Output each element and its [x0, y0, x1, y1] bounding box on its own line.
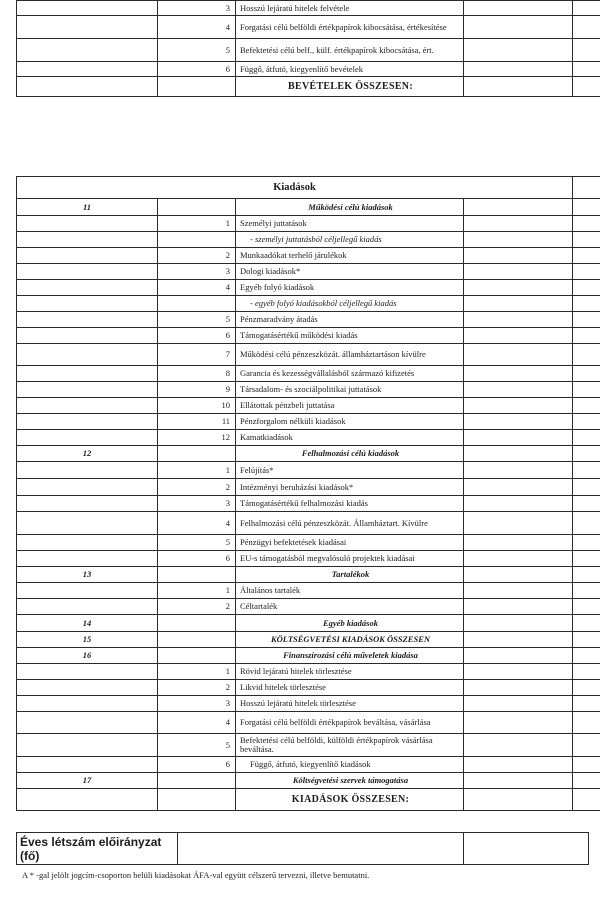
group-cell [17, 789, 158, 811]
row-number: 5 [158, 734, 236, 757]
value-cell [464, 632, 573, 648]
value-cell [573, 664, 600, 680]
row-number [158, 789, 236, 811]
row-label: Függő, átfutó, kiegyenlítő bevételek [236, 62, 464, 77]
group-code: 12 [17, 446, 158, 462]
expenses-header-cell [573, 177, 600, 199]
expenses-title: Kiadások [17, 177, 573, 199]
value-cell [464, 680, 573, 696]
value-cell [573, 712, 600, 734]
group-code [17, 535, 158, 551]
group-code [17, 496, 158, 512]
row-number: 2 [158, 248, 236, 264]
value-cell [573, 583, 600, 599]
revenue-total-label: BEVÉTELEK ÖSSZESEN: [236, 77, 464, 97]
row-label: Forgatási célú belföldi értékpapírok beváltása, vásárlása [236, 712, 464, 734]
row-label: Felhalmozási célú pénzeszközát. Államháztart. Kívülre [236, 512, 464, 535]
value-cell [464, 366, 573, 382]
row-number [158, 199, 236, 216]
value-cell [573, 328, 600, 344]
row-number: 2 [158, 680, 236, 696]
table-row [17, 535, 600, 551]
group-code [17, 216, 158, 232]
table-row [17, 328, 600, 344]
table-row [17, 414, 600, 430]
value-cell [464, 216, 573, 232]
row-number: 2 [158, 599, 236, 615]
row-number: 4 [158, 512, 236, 535]
row-label: KÖLTSÉGVETÉSI KIADÁSOK ÖSSZESEN [236, 632, 464, 648]
table-row [17, 512, 600, 535]
table-row [17, 583, 600, 599]
value-cell [573, 366, 600, 382]
row-number: 11 [158, 414, 236, 430]
row-label: Pénzügyi befektetések kiadásai [236, 535, 464, 551]
row-label: Társadalom- és szociálpolitikai juttatások [236, 382, 464, 398]
group-code [17, 248, 158, 264]
value-cell [464, 280, 573, 296]
value-cell [464, 344, 573, 366]
footnote: A * -gal jelölt jogcím-csoporton belüli kiadásokat ÁFA-val együtt célszerű tervezni, illetve bemutatni. [22, 870, 370, 880]
value-cell [573, 680, 600, 696]
group-code [17, 696, 158, 712]
value-cell [573, 39, 600, 62]
group-code: 16 [17, 648, 158, 664]
value-cell [573, 382, 600, 398]
revenue-table [16, 0, 600, 97]
row-label: Felújítás* [236, 462, 464, 479]
row-label: Ellátottak pénzbeli juttatása [236, 398, 464, 414]
value-cell [573, 599, 600, 615]
group-code [17, 734, 158, 757]
value-cell [464, 599, 573, 615]
table-row [17, 615, 600, 632]
group-code [17, 344, 158, 366]
group-cell [17, 39, 158, 62]
table-row [17, 696, 600, 712]
row-number: 5 [158, 39, 236, 62]
expenses-table [16, 176, 600, 811]
staff-label: Éves létszám előirányzat (fő) [17, 833, 178, 865]
expenses-header-row [17, 177, 600, 199]
group-code: 13 [17, 567, 158, 583]
value-cell [573, 496, 600, 512]
value-cell [573, 344, 600, 366]
value-cell [573, 551, 600, 567]
staff-extra-cell [464, 833, 589, 865]
row-number: 1 [158, 583, 236, 599]
value-cell [464, 757, 573, 773]
value-cell [464, 414, 573, 430]
row-label: Hosszú lejáratú hitelek törlesztése [236, 696, 464, 712]
value-cell [464, 664, 573, 680]
value-cell [464, 296, 573, 312]
group-code [17, 664, 158, 680]
row-number: 6 [158, 551, 236, 567]
value-cell [573, 479, 600, 496]
value-cell [464, 512, 573, 535]
table-row [17, 462, 600, 479]
group-code [17, 366, 158, 382]
group-code [17, 599, 158, 615]
group-cell [17, 16, 158, 39]
row-label: Befektetési célú belf., külf. értékpapírok kibocsátása, ért. [236, 39, 464, 62]
row-number [158, 567, 236, 583]
row-number [158, 296, 236, 312]
table-row [17, 712, 600, 734]
value-cell [464, 1, 573, 16]
value-cell [573, 632, 600, 648]
value-cell [464, 264, 573, 280]
row-label: Likvid hitelek törlesztése [236, 680, 464, 696]
table-row [17, 16, 600, 39]
table-row [17, 496, 600, 512]
row-number: 10 [158, 398, 236, 414]
row-label: Támogatásértékű működési kiadás [236, 328, 464, 344]
table-row [17, 280, 600, 296]
row-number [158, 77, 236, 97]
row-label: Garancia és kezességvállalásból származó kifizetés [236, 366, 464, 382]
value-cell [464, 77, 573, 97]
row-number: 4 [158, 712, 236, 734]
value-cell [573, 312, 600, 328]
row-number: 1 [158, 462, 236, 479]
row-label: Általános tartalék [236, 583, 464, 599]
group-code [17, 551, 158, 567]
table-row [17, 344, 600, 366]
value-cell [464, 446, 573, 462]
table-row [17, 757, 600, 773]
table-row [17, 199, 600, 216]
group-code [17, 414, 158, 430]
row-number: 3 [158, 1, 236, 16]
group-cell [17, 1, 158, 16]
table-row [17, 264, 600, 280]
table-row [17, 446, 600, 462]
value-cell [573, 248, 600, 264]
table-row [17, 664, 600, 680]
group-code [17, 382, 158, 398]
group-code [17, 479, 158, 496]
group-code [17, 296, 158, 312]
row-number: 7 [158, 344, 236, 366]
value-cell [464, 696, 573, 712]
row-number: 6 [158, 757, 236, 773]
value-cell [573, 648, 600, 664]
table-row [17, 248, 600, 264]
value-cell [573, 615, 600, 632]
row-number [158, 773, 236, 789]
value-cell [573, 535, 600, 551]
row-number: 3 [158, 264, 236, 280]
value-cell [464, 312, 573, 328]
value-cell [464, 62, 573, 77]
table-row [17, 296, 600, 312]
table-row [17, 773, 600, 789]
value-cell [573, 62, 600, 77]
expenses-total-label: KIADÁSOK ÖSSZESEN: [236, 789, 464, 811]
value-cell [573, 567, 600, 583]
group-code [17, 712, 158, 734]
value-cell [573, 773, 600, 789]
value-cell [464, 615, 573, 632]
value-cell [464, 535, 573, 551]
row-number: 6 [158, 62, 236, 77]
value-cell [573, 446, 600, 462]
value-cell [464, 328, 573, 344]
table-row [17, 232, 600, 248]
row-label: Egyéb kiadások [236, 615, 464, 632]
value-cell [464, 789, 573, 811]
row-number [158, 232, 236, 248]
table-row [17, 62, 600, 77]
value-cell [573, 757, 600, 773]
group-code: 11 [17, 199, 158, 216]
value-cell [464, 462, 573, 479]
value-cell [464, 430, 573, 446]
revenue-total-row [17, 77, 600, 97]
group-code [17, 232, 158, 248]
staff-value-cell [178, 833, 464, 865]
table-row [17, 632, 600, 648]
value-cell [464, 248, 573, 264]
row-label: Céltartalék [236, 599, 464, 615]
table-row [17, 366, 600, 382]
row-label: Dologi kiadások* [236, 264, 464, 280]
value-cell [573, 414, 600, 430]
row-label: Kamatkiadások [236, 430, 464, 446]
group-code [17, 312, 158, 328]
row-number: 4 [158, 280, 236, 296]
row-number: 4 [158, 16, 236, 39]
value-cell [573, 264, 600, 280]
table-row [17, 312, 600, 328]
value-cell [464, 567, 573, 583]
row-number [158, 632, 236, 648]
value-cell [464, 712, 573, 734]
row-label: EU-s támogatásból megvalósuló projektek kiadásai [236, 551, 464, 567]
table-row [17, 648, 600, 664]
group-code [17, 680, 158, 696]
row-label: Felhalmozási célú kiadások [236, 446, 464, 462]
row-label: Tartalékok [236, 567, 464, 583]
row-label: Támogatásértékű felhalmozási kiadás [236, 496, 464, 512]
expenses-total-row [17, 789, 600, 811]
row-number: 8 [158, 366, 236, 382]
value-cell [573, 398, 600, 414]
value-cell [464, 734, 573, 757]
value-cell [464, 199, 573, 216]
table-row [17, 1, 600, 16]
group-code [17, 757, 158, 773]
row-label: Működési célú kiadások [236, 199, 464, 216]
group-code [17, 512, 158, 535]
row-label: Munkaadókat terhelő járulékok [236, 248, 464, 264]
row-label: Hosszú lejáratú hitelek felvétele [236, 1, 464, 16]
row-label: Forgatási célú belföldi értékpapírok kibocsátása, értékesítése [236, 16, 464, 39]
value-cell [464, 398, 573, 414]
group-code [17, 328, 158, 344]
value-cell [573, 734, 600, 757]
value-cell [464, 648, 573, 664]
staff-table [16, 832, 589, 865]
group-code [17, 462, 158, 479]
row-number: 9 [158, 382, 236, 398]
row-number: 5 [158, 535, 236, 551]
value-cell [464, 382, 573, 398]
value-cell [573, 232, 600, 248]
value-cell [573, 1, 600, 16]
row-label: - egyéb folyó kiadásokból céljellegű kiadás [236, 296, 464, 312]
group-code: 14 [17, 615, 158, 632]
row-label: Befektetési célú belföldi, külföldi értékpapírok vásárlása beváltása. [236, 734, 464, 757]
row-number: 3 [158, 696, 236, 712]
value-cell [573, 199, 600, 216]
value-cell [573, 462, 600, 479]
table-row [17, 479, 600, 496]
table-row [17, 567, 600, 583]
value-cell [464, 16, 573, 39]
value-cell [573, 430, 600, 446]
value-cell [573, 280, 600, 296]
value-cell [464, 551, 573, 567]
row-number: 6 [158, 328, 236, 344]
group-code [17, 280, 158, 296]
value-cell [573, 77, 600, 97]
group-code [17, 583, 158, 599]
value-cell [464, 583, 573, 599]
table-row [17, 39, 600, 62]
value-cell [573, 296, 600, 312]
value-cell [464, 496, 573, 512]
group-cell [17, 62, 158, 77]
group-code [17, 264, 158, 280]
table-row [17, 430, 600, 446]
row-label: Pénzforgalom nélküli kiadások [236, 414, 464, 430]
row-number [158, 615, 236, 632]
value-cell [464, 39, 573, 62]
value-cell [573, 16, 600, 39]
row-label: - személyi juttatásból céljellegű kiadás [236, 232, 464, 248]
table-row [17, 398, 600, 414]
value-cell [464, 773, 573, 789]
table-row [17, 734, 600, 757]
group-code: 17 [17, 773, 158, 789]
row-label: Függő, átfutó, kiegyenlítő kiadások [236, 757, 464, 773]
row-label: Intézményi beruházási kiadások* [236, 479, 464, 496]
row-label: Működési célú pénzeszközát. államháztartáson kívülre [236, 344, 464, 366]
row-label: Rövid lejáratú hitelek törlesztése [236, 664, 464, 680]
group-cell [17, 77, 158, 97]
row-number: 2 [158, 479, 236, 496]
row-number: 12 [158, 430, 236, 446]
row-number [158, 446, 236, 462]
row-label: Egyéb folyó kiadások [236, 280, 464, 296]
row-label: Költségvetési szervek támogatása [236, 773, 464, 789]
row-number: 5 [158, 312, 236, 328]
group-code: 15 [17, 632, 158, 648]
value-cell [573, 789, 600, 811]
row-number: 3 [158, 496, 236, 512]
value-cell [464, 232, 573, 248]
row-number: 1 [158, 216, 236, 232]
table-row [17, 382, 600, 398]
row-label: Személyi juttatások [236, 216, 464, 232]
row-label: Pénzmaradvány átadás [236, 312, 464, 328]
value-cell [573, 512, 600, 535]
group-code [17, 430, 158, 446]
row-label: Finanszírozási célú műveletek kiadása [236, 648, 464, 664]
table-row [17, 551, 600, 567]
row-number [158, 648, 236, 664]
table-row [17, 680, 600, 696]
table-row [17, 599, 600, 615]
value-cell [573, 696, 600, 712]
table-row [17, 216, 600, 232]
row-number: 1 [158, 664, 236, 680]
group-code [17, 398, 158, 414]
value-cell [573, 216, 600, 232]
value-cell [464, 479, 573, 496]
